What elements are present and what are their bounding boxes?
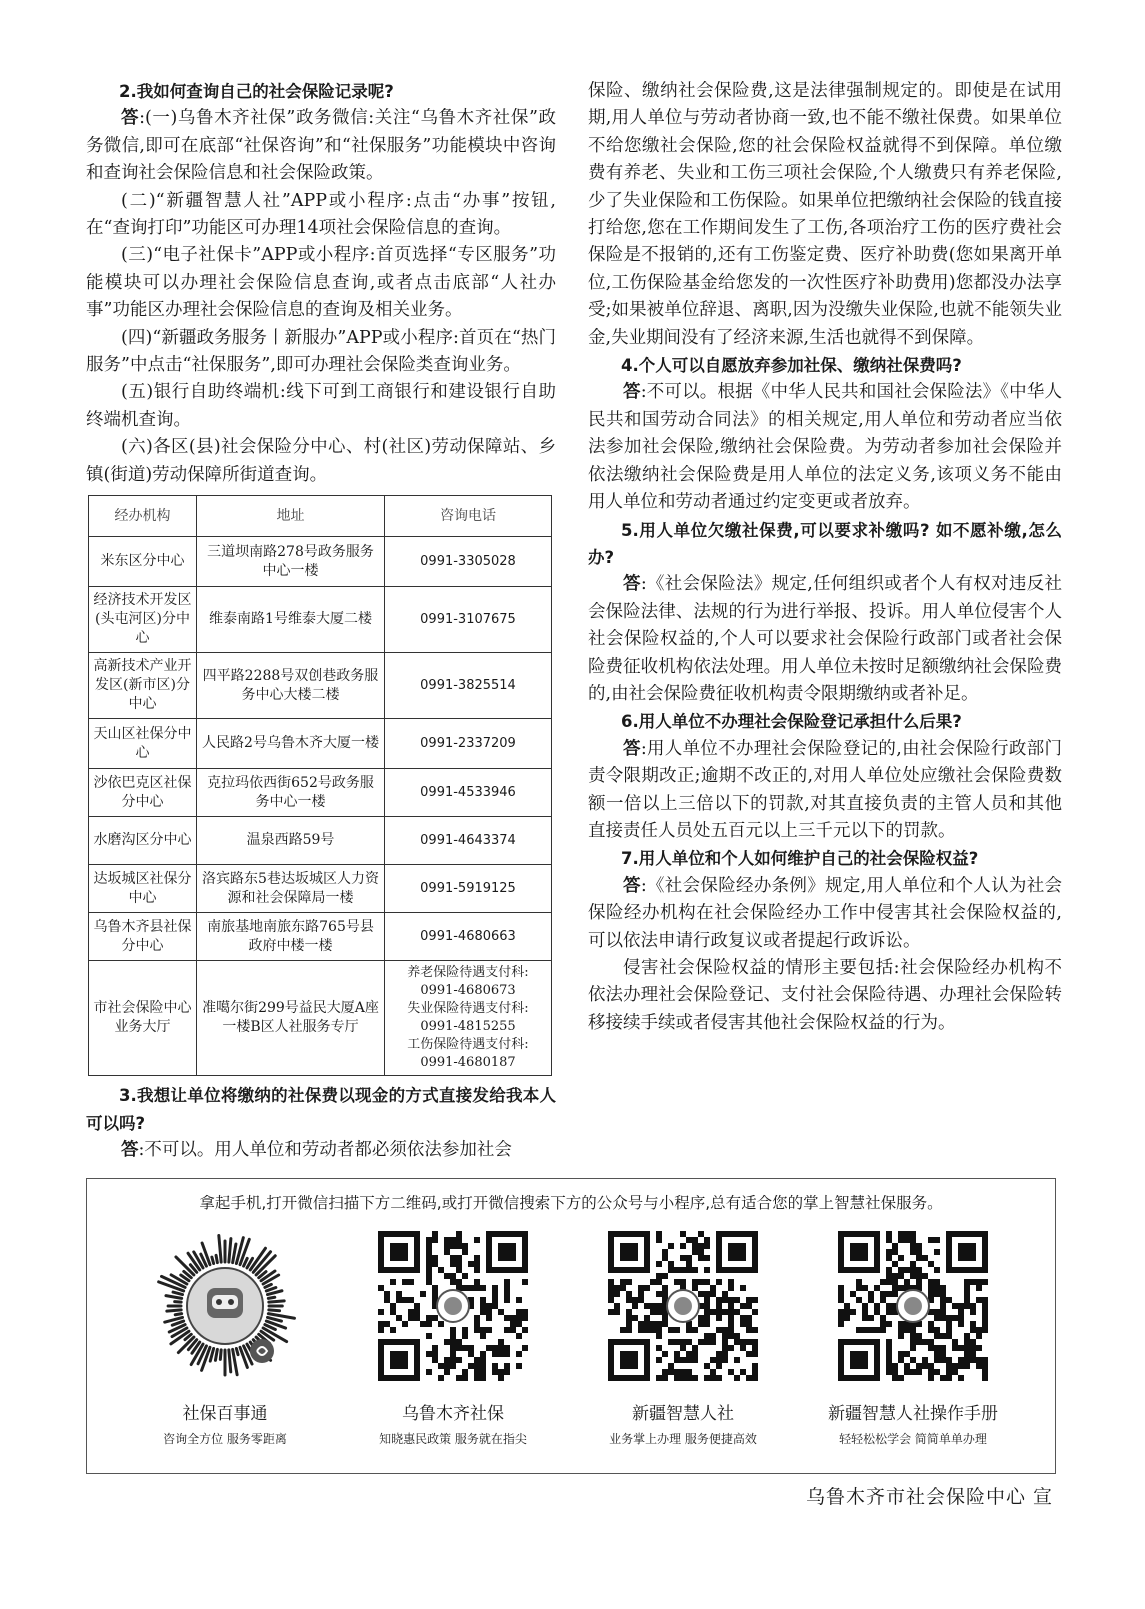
question-2: 2.我如何查询自己的社会保险记录呢? <box>119 82 394 101</box>
answer-text: :用人单位不办理社会保险登记的,由社会保险行政部门责令限期改正;逾期不改正的,对用人单位处应缴社会保险费数额一倍以上三倍以下的罚款,对其直接负责的主管人员和其他直接责任人员处五百元以上三千元以下的罚款。 <box>588 738 1062 841</box>
answer-2-item: (六)各区(县)社会保险分中心、村(社区)劳动保障站、乡镇(街道)劳动保障所街道查询。 <box>86 437 556 485</box>
address-cell: 人民路2号乌鲁木齐大厦一楼 <box>197 719 385 769</box>
phone-cell: 0991-4643374 <box>385 817 552 865</box>
answer-7-extra: 侵害社会保险权益的情形主要包括:社会保险经办机构不依法办理社会保险登记、支付社会保险待遇、办理社会保险转移接续手续或者侵害其他社会保险权益的行为。 <box>588 958 1062 1033</box>
address-cell: 准噶尔街299号益民大厦A座一楼B区人社服务专厅 <box>197 961 385 1076</box>
table-header: 经办机构 <box>89 496 197 537</box>
qr-code-icon[interactable] <box>608 1231 758 1381</box>
qr-item-name: 乌鲁木齐社保 <box>402 1404 504 1424</box>
qr-code-icon[interactable] <box>378 1231 528 1381</box>
phone-line: 失业保险待遇支付科: <box>407 1001 529 1017</box>
phone-cell: 0991-2337209 <box>385 719 552 769</box>
org-cell: 乌鲁木齐县社保分中心 <box>89 913 197 961</box>
answer-7 <box>588 873 1062 955</box>
table-row <box>89 817 552 865</box>
answer-2-lead <box>86 105 556 187</box>
answer-3-continued: 保险、缴纳社会保险费,这是法律强制规定的。即使是在试用期,用人单位与劳动者协商一致,也不能不缴社保费。如果单位不给您缴社会保险,您的社会保险权益就得不到保障。单位缴费有养老、失业和工伤三项社会保险,个人缴费只有养老保险,少了失业保险和工伤保险。如果单位把缴纳社会保险的钱直接打给您,您在工作期间发生了工伤,各项治疗工伤的医疗费社会保险是不报销的,还有工伤鉴定费、医疗补助费(您如果离开单位,工伤保险基金给您发的一次性医疗补助费用)您都没办法享受;如果被单位辞退、离职,因为没缴失业保险,也就不能领失业金,失业期间没有了经济来源,生活也就得不到保障。 <box>588 81 1062 348</box>
qr-item-name: 新疆智慧人社 <box>632 1404 734 1424</box>
phone-line: 养老保险待遇支付科: <box>407 965 529 981</box>
table-row <box>89 537 552 587</box>
answer-label: 答 <box>121 108 140 129</box>
org-cell: 达坂城区社保分中心 <box>89 865 197 913</box>
answer-label: 答 <box>623 875 641 896</box>
address-cell: 克拉玛依西街652号政务服务中心一楼 <box>197 769 385 817</box>
table-row <box>89 587 552 653</box>
phone-line: 0991-4680673 <box>420 983 516 999</box>
address-cell: 三道坝南路278号政务服务中心一楼 <box>197 537 385 587</box>
qr-item-shebao-baishitong <box>125 1231 325 1447</box>
qr-item-slogan: 知晓惠民政策 服务就在指尖 <box>379 1432 527 1446</box>
phone-cell: 0991-3825514 <box>385 653 552 719</box>
left-column <box>86 78 556 1164</box>
org-cell: 沙依巴克区社保分中心 <box>89 769 197 817</box>
answer-label: 答 <box>121 1139 139 1160</box>
address-cell: 南旅基地南旅东路765号县政府中楼一楼 <box>197 913 385 961</box>
qr-item-wulumuqi-shebao <box>353 1231 553 1447</box>
question-7: 7.用人单位和个人如何维护自己的社会保险权益? <box>621 849 979 869</box>
answer-text: :《社会保险法》规定,任何组织或者个人有权对违反社会保险法律、法规的行为进行举报、投诉。用人单位侵害个人社会保险权益的,个人可以要求社会保险行政部门或者社会保险费征收机构依法处理。用人单位未按时足额缴纳社会保险费的,由社会保险费征收机构责令限期缴纳或者补足。 <box>588 574 1062 704</box>
answer-4 <box>588 379 1062 516</box>
phone-cell: 0991-3305028 <box>385 537 552 587</box>
qr-item-name: 新疆智慧人社操作手册 <box>828 1404 998 1424</box>
question-6: 6.用人单位不办理社会保险登记承担什么后果? <box>621 712 962 732</box>
answer-text: :(一)乌鲁木齐社保”政务微信:关注“乌鲁木齐社保”政务微信,即可在底部“社保咨询”和“社保服务”功能模块中咨询和查询社会保险信息和社会保险政策。 <box>86 108 556 184</box>
answer-6 <box>588 736 1062 846</box>
table-row <box>89 961 552 1076</box>
answer-label: 答 <box>623 574 641 595</box>
phone-cell: 0991-3107675 <box>385 587 552 653</box>
qr-item-slogan: 咨询全方位 服务零距离 <box>163 1432 287 1446</box>
phone-cell-multi <box>385 961 552 1076</box>
answer-2-item: (三)“电子社保卡”APP或小程序:首页选择“专区服务”功能模块可以办理社会保险信息查询,或者点击底部“人社办事”功能区办理社会保险信息的查询及相关业务。 <box>86 245 556 321</box>
qr-code-icon[interactable] <box>838 1231 988 1381</box>
qr-item-slogan: 轻轻松松学会 简简单单办理 <box>839 1432 987 1446</box>
phone-line: 0991-4815255 <box>420 1019 516 1035</box>
phone-cell: 0991-5919125 <box>385 865 552 913</box>
answer-text: :《社会保险经办条例》规定,用人单位和个人认为社会保险经办机构在社会保险经办工作中侵害其社会保险权益的,可以依法申请行政复议或者提起行政诉讼。 <box>588 875 1062 951</box>
table-header: 咨询电话 <box>385 496 552 537</box>
question-4: 4.个人可以自愿放弃参加社保、缴纳社保费吗? <box>621 356 962 376</box>
table-header-row <box>89 496 552 537</box>
question-5: 5.用人单位欠缴社保费,可以要求补缴吗? 如不愿补缴,怎么办? <box>588 520 1062 567</box>
phone-line: 工伤保险待遇支付科: <box>407 1037 529 1053</box>
org-cell: 天山区社保分中心 <box>89 719 197 769</box>
table-row <box>89 653 552 719</box>
qr-code-panel <box>86 1178 1056 1474</box>
table-header: 地址 <box>197 496 385 537</box>
answer-3-start <box>86 1137 556 1164</box>
org-cell: 水磨沟区分中心 <box>89 817 197 865</box>
phone-cell: 0991-4680663 <box>385 913 552 961</box>
answer-text: :不可以。用人单位和劳动者都必须依法参加社会 <box>138 1139 512 1160</box>
miniprogram-code-icon[interactable] <box>150 1231 300 1381</box>
answer-2-item: (五)银行自助终端机:线下可到工商银行和建设银行自助终端机查询。 <box>86 382 556 430</box>
address-cell: 四平路2288号双创巷政务服务中心大楼二楼 <box>197 653 385 719</box>
answer-2-item: (四)“新疆政务服务丨新服办”APP或小程序:首页在“热门服务”中点击“社保服务”,即可办理社会保险类查询业务。 <box>86 327 556 376</box>
org-cell: 经济技术开发区(头屯河区)分中心 <box>89 587 197 653</box>
address-cell: 维泰南路1号维泰大厦二楼 <box>197 587 385 653</box>
answer-text: :不可以。根据《中华人民共和国社会保险法》《中华人民共和国劳动合同法》的相关规定,用人单位和劳动者应当依法参加社会保险,缴纳社会保险费。为劳动者参加社会保险并依法缴纳社会保险费是用人单位的法定义务,该项义务不能由用人单位和劳动者通过约定变更或者放弃。 <box>588 382 1063 513</box>
table-row <box>89 719 552 769</box>
qr-caption: 拿起手机,打开微信扫描下方二维码,或打开微信搜索下方的公众号与小程序,总有适合您的掌上智慧社保服务。 <box>199 1194 943 1212</box>
right-column <box>588 78 1062 1037</box>
table-row <box>89 865 552 913</box>
org-cell: 市社会保险中心业务大厅 <box>89 961 197 1076</box>
org-cell: 米东区分中心 <box>89 537 197 587</box>
answer-label: 答 <box>623 382 641 403</box>
answer-2-item: (二)“新疆智慧人社”APP或小程序:点击“办事”按钮,在“查询打印”功能区可办理14项社会保险信息的查询。 <box>86 190 556 239</box>
qr-item-slogan: 业务掌上办理 服务便捷高效 <box>609 1432 757 1446</box>
qr-item-name: 社保百事通 <box>182 1404 268 1424</box>
address-cell: 洛宾路东5巷达坂城区人力资源和社会保障局一楼 <box>197 865 385 913</box>
table-row <box>89 769 552 817</box>
table-row <box>89 913 552 961</box>
phone-line: 0991-4680187 <box>420 1055 516 1071</box>
service-center-table <box>88 495 552 1076</box>
publisher-footer: 乌鲁木齐市社会保险中心 宣 <box>805 1486 1053 1508</box>
address-cell: 温泉西路59号 <box>197 817 385 865</box>
answer-5 <box>588 571 1062 708</box>
org-cell: 高新技术产业开发区(新市区)分中心 <box>89 653 197 719</box>
answer-label: 答 <box>623 738 641 759</box>
question-3: 3.我想让单位将缴纳的社保费以现金的方式直接发给我本人可以吗? <box>86 1086 556 1133</box>
qr-item-xinjiang-zhihui-renshe <box>583 1231 783 1447</box>
phone-cell: 0991-4533946 <box>385 769 552 817</box>
qr-item-operation-manual <box>813 1231 1013 1447</box>
